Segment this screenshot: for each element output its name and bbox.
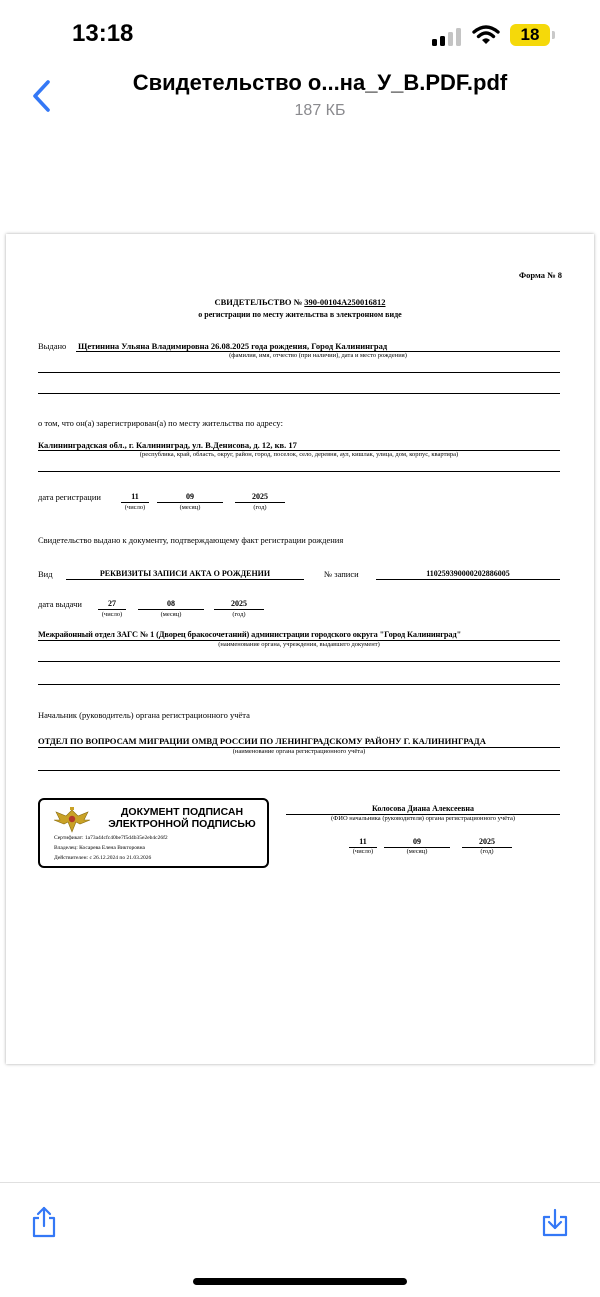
sign-month: 09 bbox=[384, 837, 450, 848]
electronic-signature-stamp bbox=[38, 798, 269, 868]
wifi-icon bbox=[472, 24, 500, 46]
form-number: Форма № 8 bbox=[518, 270, 562, 280]
issue-date-label: дата выдачи bbox=[38, 599, 82, 609]
stamp-certificate: Сертификат: 1a73a44cfc40be7f5d4b35e2eb4c26f2 bbox=[54, 835, 168, 841]
eagle-emblem-icon bbox=[52, 806, 92, 834]
record-label: № записи bbox=[324, 569, 359, 579]
reg-date-label: дата регистрации bbox=[38, 492, 101, 502]
reg-month: 09 bbox=[157, 492, 223, 503]
issue-year-hint: (год) bbox=[232, 611, 246, 618]
title-prefix: СВИДЕТЕЛЬСТВО № bbox=[214, 297, 303, 307]
address-hint: (республика, край, область, округ, район, город, поселок, село, деревня, аул, кишлак, улица, дом, корпус, квартира) bbox=[139, 451, 459, 458]
head-label: Начальник (руководитель) органа регистрационного учёта bbox=[38, 710, 250, 720]
sign-month-hint: (месяц) bbox=[406, 848, 428, 855]
certificate-subtitle: о регистрации по месту жительства в электронном виде bbox=[198, 310, 402, 319]
blank-line-4 bbox=[38, 661, 560, 662]
reg-day: 11 bbox=[121, 492, 149, 503]
pdf-page[interactable] bbox=[6, 234, 594, 1064]
stamp-owner: Владелец: Косарева Елена Викторовна bbox=[54, 845, 145, 851]
reg-authority: ОТДЕЛ ПО ВОПРОСАМ МИГРАЦИИ ОМВД РОССИИ ПО ЛЕНИНГРАДСКОМУ РАЙОНУ Г. КАЛИНИНГРАДА bbox=[38, 736, 486, 746]
address-intro: о том, что он(а) зарегистрирован(а) по месту жительства по адресу: bbox=[38, 418, 283, 428]
blank-line-6 bbox=[38, 770, 560, 771]
issue-day-hint: (число) bbox=[101, 611, 123, 618]
status-time: 13:18 bbox=[72, 20, 134, 47]
basis-text: Свидетельство выдано к документу, подтверждающему факт регистрации рождения bbox=[38, 535, 344, 545]
signer-name: Колосова Диана Алексеевна bbox=[371, 804, 475, 813]
sign-year: 2025 bbox=[462, 837, 512, 848]
issue-month: 08 bbox=[138, 599, 204, 610]
blank-line-2 bbox=[38, 393, 560, 394]
issue-month-hint: (месяц) bbox=[160, 611, 182, 618]
blank-line-3 bbox=[38, 471, 560, 472]
document-title: Свидетельство о...на_У_В.PDF.pdf bbox=[132, 70, 508, 95]
issued-label: Выдано bbox=[38, 341, 67, 351]
kind-label: Вид bbox=[38, 569, 53, 579]
battery-tip bbox=[552, 31, 555, 39]
download-icon[interactable] bbox=[540, 1208, 570, 1238]
stamp-line-2: ЭЛЕКТРОННОЙ ПОДПИСЬЮ bbox=[108, 818, 256, 830]
stamp-valid: Действителен: с 26.12.2024 по 21.03.2026 bbox=[54, 855, 152, 861]
stamp-title bbox=[98, 806, 266, 830]
reg-year: 2025 bbox=[235, 492, 285, 503]
issued-hint: (фамилия, имя, отчество (при наличии), дата и место рождения) bbox=[229, 352, 407, 359]
issuer-value: Межрайонный отдел ЗАГС № 1 (Дворец бракосочетаний) администрации городского округа "Город Калининград" bbox=[38, 630, 462, 639]
stamp-line-1: ДОКУМЕНТ ПОДПИСАН bbox=[120, 806, 244, 818]
home-indicator[interactable] bbox=[193, 1278, 407, 1285]
reg-authority-hint: (наименование органа регистрационного учёта) bbox=[232, 748, 366, 755]
blank-line-5 bbox=[38, 684, 560, 685]
issue-day: 27 bbox=[98, 599, 126, 610]
sign-year-hint: (год) bbox=[480, 848, 494, 855]
sign-day-hint: (число) bbox=[352, 848, 374, 855]
issued-to: Щетинина Ульяна Владимировна 26.08.2025 года рождения, Город Калининград bbox=[78, 341, 388, 351]
reg-month-hint: (месяц) bbox=[179, 504, 201, 511]
chevron-left-icon[interactable] bbox=[28, 78, 58, 114]
issuer-hint: (наименование органа, учреждения, выдавшего документ) bbox=[218, 641, 380, 648]
certificate-heading bbox=[6, 297, 594, 307]
kind-value: РЕКВИЗИТЫ ЗАПИСИ АКТА О РОЖДЕНИИ bbox=[66, 569, 304, 580]
blank-line-1 bbox=[38, 372, 560, 373]
cellular-signal-icon bbox=[432, 28, 464, 46]
signer-hint: (ФИО начальника (руководителя) органа регистрационного учёта) bbox=[330, 815, 516, 822]
issue-year: 2025 bbox=[214, 599, 264, 610]
reg-year-hint: (год) bbox=[253, 504, 267, 511]
toolbar-divider bbox=[0, 1182, 600, 1183]
battery-icon: 18 bbox=[510, 24, 550, 46]
share-icon[interactable] bbox=[30, 1206, 58, 1238]
record-number: 110259390000202886005 bbox=[376, 569, 560, 580]
address-value: Калининградская обл., г. Калининград, ул. В.Денисова, д. 12, кв. 17 bbox=[38, 440, 297, 450]
reg-day-hint: (число) bbox=[124, 504, 146, 511]
certificate-number: 390-00104А250016812 bbox=[304, 297, 386, 307]
file-size: 187 КБ bbox=[294, 102, 346, 119]
sign-day: 11 bbox=[349, 837, 377, 848]
